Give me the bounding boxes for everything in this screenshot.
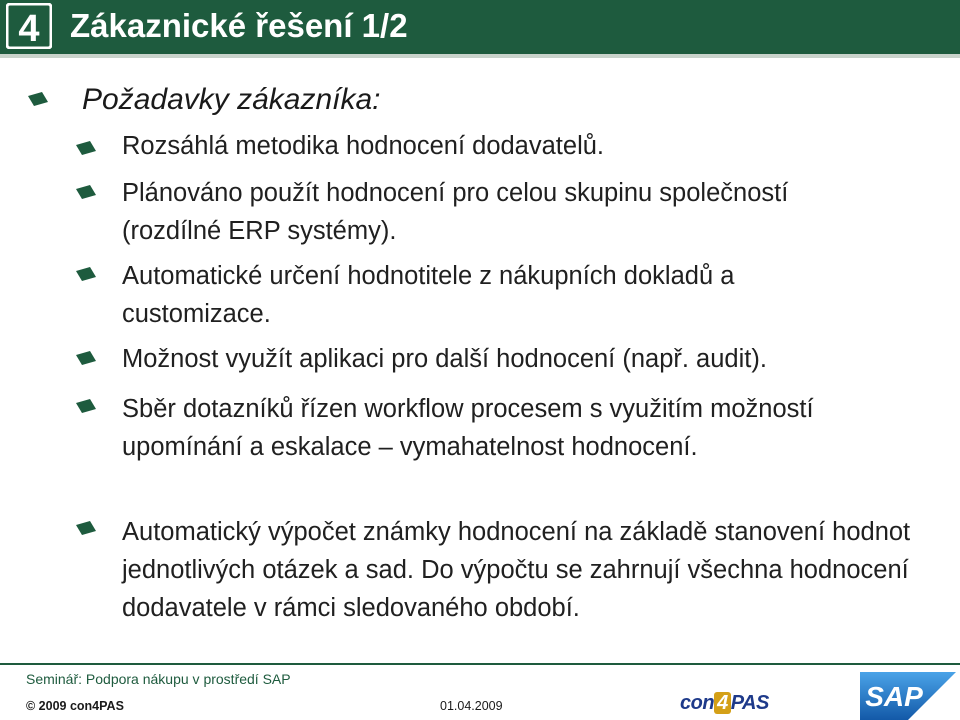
slide-header [0,0,960,54]
list-item: Sběr dotazníků řízen workflow procesem s využitím možností upomínání a eskalace – vymahatelnost hodnocení. [122,395,814,461]
con4pas-logo-prefix: con [680,692,715,714]
footer-date: 01.04.2009 [440,699,503,713]
bullet-icon [76,351,96,365]
bullet-icon [76,141,96,155]
footer-divider [0,663,960,665]
con4pas-logo-suffix: PAS [730,692,769,714]
section-heading: Požadavky zákazníka: [82,83,381,116]
list-item: Automatický výpočet známky hodnocení na základě stanovení hodnot jednotlivých otázek a sad. Do výpočtu se zahrnují všechna hodnocení dodavatele v rámci sledovaného období. [122,518,911,622]
con4pas-logo-number: 4 [714,692,731,714]
list-item: Rozsáhlá metodika hodnocení dodavatelů. [122,132,604,160]
bullet-icon [76,521,96,535]
slide-title: Zákaznické řešení 1/2 [70,7,408,44]
logo-glyph: 4 [18,8,40,49]
bullet-icon [76,399,96,413]
sap-logo-text: SAP [865,681,923,712]
con4pas-logo [680,692,769,715]
bullet-icon [76,267,96,281]
list-item: Plánováno použít hodnocení pro celou skupinu společností (rozdílné ERP systémy). [122,179,789,245]
header-divider [0,54,960,58]
footer-seminar-text: Seminář: Podpora nákupu v prostředí SAP [26,671,291,687]
footer-copyright: © 2009 con4PAS [26,699,124,713]
list-item: Možnost využít aplikaci pro další hodnocení (např. audit). [122,345,767,373]
bullet-icon [28,92,48,106]
bullet-icon [76,185,96,199]
list-item: Automatické určení hodnotitele z nákupních dokladů a customizace. [122,262,735,328]
con4pas-four-logo-icon [6,3,52,49]
sap-logo-icon [860,672,956,720]
